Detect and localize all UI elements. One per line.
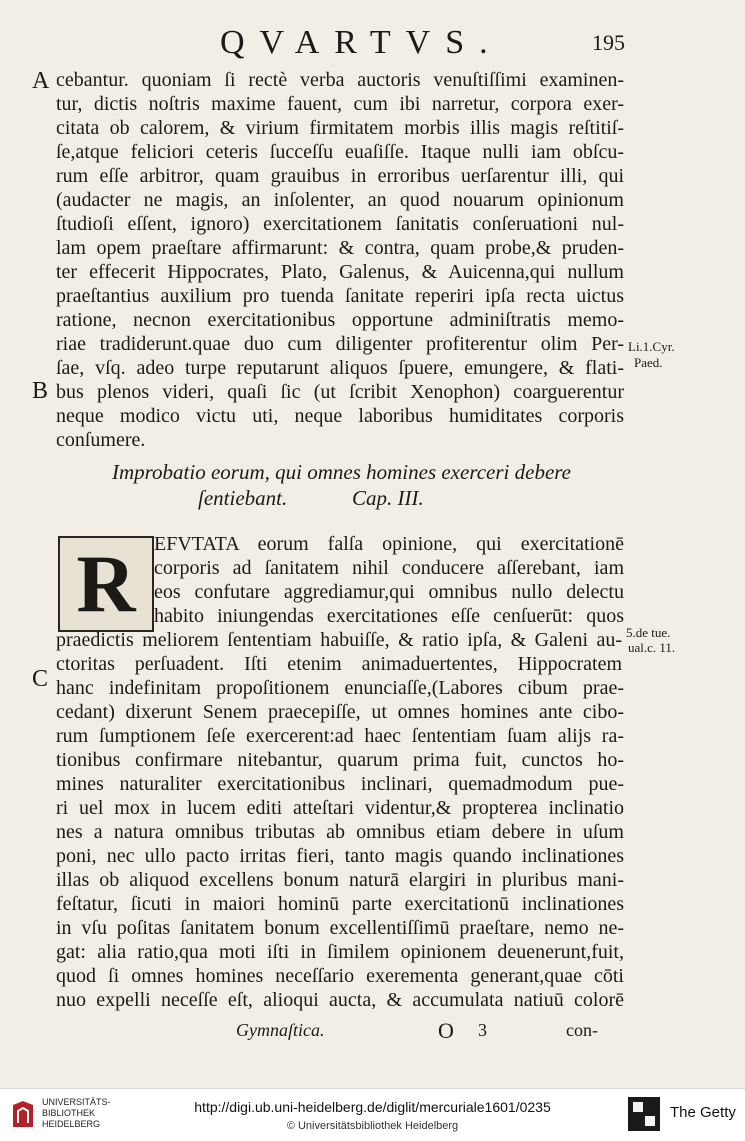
getty-label: The Getty [670, 1104, 736, 1121]
text-line: bus plenos videri, quaſi ſic (ut ſcribit Xenophon) coarguerentur [56, 381, 624, 403]
text-line: tur, dictis noſtris maxime fauent, cum ibi narretur, corpora exer- [56, 93, 624, 115]
text-line: ſtudioſi eſſent, ignoro) exercitationem ſanitatis conſeruationi nul- [56, 213, 624, 235]
text-line: quod ſi omnes homines neceſſario exerementa generant,quae cōti [56, 965, 624, 987]
text-line: rum ſumptionem ſeſe exercerent:ad haec ſententiam ſuam alijs ra- [56, 725, 624, 747]
decorated-initial: R [58, 536, 154, 632]
text-line: EFVTATA eorum falſa opinione, qui exercitationē [154, 533, 624, 555]
text-line: corporis ad ſanitatem nihil conducere aſſerebant, iam [154, 557, 624, 579]
text-line: gat: alia ratio,qua moti iſti in ſimilem opinionem deuenerunt,fuit, [56, 941, 624, 963]
text-line: nuo expelli neceſſe eſt, alioqui aucta, & accumulata natiuū colorē [56, 989, 624, 1011]
text-line: rum eſſe arbitror, quam grauibus in erroribus uerſarentur illi, qui [56, 165, 624, 187]
library-name-line: BIBLIOTHEK [42, 1108, 96, 1118]
text-line: ratione, necnon exercitationibus opportune adminiſtratis memo- [56, 309, 624, 331]
text-line: nes a natura omnibus tributas ab omnibus etiam debere in uſum [56, 821, 624, 843]
catchword: con- [566, 1020, 598, 1040]
text-line: ſe,atque feliciori ceteris ſucceſſu euaſiſſe. Itaque nulli iam obſcu- [56, 141, 624, 163]
text-line: lam opem praeſtare affirmarunt: & contra, quam probe,& pruden- [56, 237, 624, 259]
text-line: illas ob aliquod excellens bonum naturā elargiri in pluribus mani- [56, 869, 624, 891]
text-line: tionibus confirmare nitebantur, quarum prima fuit, cunctos ho- [56, 749, 624, 771]
chapter-number: Cap. III. [352, 486, 424, 510]
text-line: (audacter ne magis, an inſolenter, an quod nouarum opinionum [56, 189, 624, 211]
margin-letter-a: A [32, 68, 50, 94]
text-line: mines naturaliter exercitationibus inclinari, quemadmodum pue- [56, 773, 624, 795]
text-line: cedant) dixerunt Senem praecepiſſe, ut omnes homines ante cibo- [56, 701, 624, 723]
library-name-line: UNIVERSITÄTS- [42, 1097, 111, 1107]
text-line: habito iniungendas exercitationes eſſe cenſuerūt: quos [154, 605, 624, 627]
text-line: hanc indefinitam propoſitionem enunciaſſe,(Labores cibum prae- [56, 677, 624, 699]
chapter-title-line-2: ſentiebant. [198, 486, 288, 510]
text-line: praeſtantius auxilium pro tuenda ſanitate reperiri ipſa recta uictus [56, 285, 624, 307]
text-line: ri uel mox in lucem editi atteſtari videntur,& propterea inclinatio [56, 797, 624, 819]
running-head: QVARTVS. [220, 24, 503, 61]
text-line: feſtatur, ſicuti in maiori hominū parte exercitationū inclinationes [56, 893, 624, 915]
side-note-de-tuend: 5.de tue. [626, 625, 671, 640]
text-line: citata ob calorem, & virium firmitatem morbis illis magis reſtitiſ- [56, 117, 624, 139]
library-name-line: HEIDELBERG [42, 1119, 101, 1129]
permalink[interactable]: http://digi.ub.uni-heidelberg.de/diglit/mercuriale1601/0235 [194, 1099, 551, 1115]
text-line: cebantur. quoniam ſi rectè verba auctoris venuſtiſſimi examinen- [56, 69, 624, 91]
signature-mark: Gymnaſtica. [236, 1020, 325, 1040]
margin-letter-b: B [32, 378, 49, 404]
text-line: in vſu poſitas ſanitatem bonum excellentiſſimū praeſtare, nemo ne- [56, 917, 624, 939]
side-note-paed: Paed. [634, 355, 663, 370]
text-line: ctoritas perſuadent. Iſti etenim animaduertentes, Hippocratem [56, 653, 622, 675]
text-line: poni, nec ullo pacto irritas fieri, tanto magis quando inclinationes [56, 845, 624, 867]
gathering-letter: O [438, 1018, 454, 1043]
margin-letter-c: C [32, 666, 49, 692]
text-line: ter effecerit Hippocrates, Plato, Galenus, & Auicenna,qui nullum [56, 261, 624, 283]
page-number: 195 [592, 30, 625, 55]
side-note-ual: ual.c. 11. [628, 640, 676, 655]
text-line: eos confutare aggrediamur,qui omnibus nullo delectu [154, 581, 624, 603]
copyright-notice: © Universitätsbibliothek Heidelberg [286, 1120, 459, 1132]
side-note-cyr: Li.1.Cyr. [628, 339, 675, 354]
getty-logo-icon [628, 1097, 660, 1131]
text-line: ſae, vſq. adeo turpe reputarunt aliquos ſpuere, emungere, & flati- [56, 357, 624, 379]
gathering-number: 3 [478, 1020, 487, 1040]
chapter-title-line-1: Improbatio eorum, qui omnes homines exerceri debere [112, 460, 571, 484]
text-line: neque modico victu uti, neque laboribus humiditates corporis [56, 405, 624, 427]
text-line: riae tradiderunt.quae duo cum diligenter profiterentur olim Per- [56, 333, 624, 355]
text-line: praedictis meliorem ſententiam habuiſſe, & ratio ipſa, & Galeni au- [56, 629, 622, 651]
digitization-footer [0, 1088, 745, 1141]
text-line: conſumere. [56, 429, 146, 451]
